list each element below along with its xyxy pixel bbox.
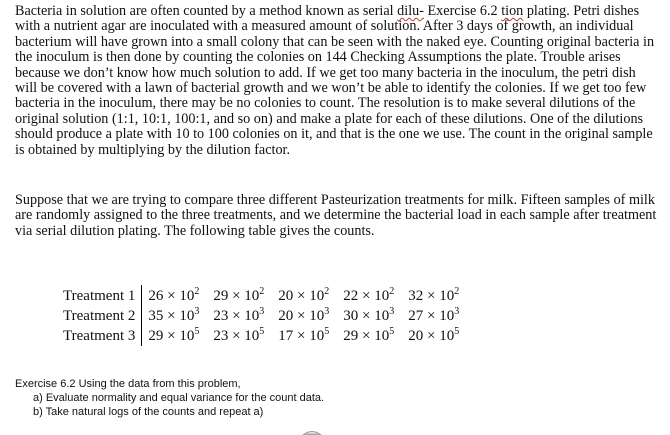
count-cell bbox=[207, 285, 272, 306]
count-cell bbox=[337, 306, 402, 326]
exercise-block bbox=[15, 377, 515, 419]
count-mantissa: 29 × 10 bbox=[343, 328, 390, 344]
count-cell bbox=[272, 306, 337, 326]
table-row bbox=[58, 285, 467, 306]
count-mantissa: 20 × 10 bbox=[278, 308, 325, 324]
count-exponent: 3 bbox=[324, 306, 330, 317]
count-cell bbox=[272, 326, 337, 346]
count-mantissa: 23 × 10 bbox=[213, 328, 260, 344]
counts-table bbox=[58, 285, 467, 346]
spellcheck-word-2: tion bbox=[501, 3, 524, 19]
scroll-thumb-icon[interactable] bbox=[302, 429, 322, 435]
count-mantissa: 29 × 10 bbox=[213, 288, 260, 304]
count-mantissa: 26 × 10 bbox=[148, 288, 195, 304]
count-exponent: 3 bbox=[454, 306, 460, 317]
count-exponent: 2 bbox=[454, 286, 460, 297]
count-exponent: 2 bbox=[324, 286, 330, 297]
spellcheck-word-1: dilu- bbox=[397, 3, 424, 19]
count-mantissa: 23 × 10 bbox=[213, 308, 260, 324]
count-exponent: 3 bbox=[194, 306, 200, 317]
count-exponent: 5 bbox=[259, 326, 265, 337]
count-mantissa: 30 × 10 bbox=[343, 308, 390, 324]
exercise-title: Exercise 6.2 Using the data from this problem, bbox=[15, 378, 241, 390]
count-cell bbox=[272, 285, 337, 306]
treatment-label: Treatment 2 bbox=[58, 306, 142, 326]
treatment-label: Treatment 3 bbox=[58, 326, 142, 346]
count-exponent: 3 bbox=[259, 306, 265, 317]
table-row bbox=[58, 306, 467, 326]
count-mantissa: 27 × 10 bbox=[408, 308, 455, 324]
count-mantissa: 20 × 10 bbox=[408, 328, 455, 344]
count-exponent: 5 bbox=[454, 326, 460, 337]
exercise-item-a: a) Evaluate normality and equal variance for the count data. bbox=[33, 392, 325, 404]
counts-table-body bbox=[58, 285, 467, 346]
exercise-item-b: b) Take natural logs of the counts and repeat a) bbox=[33, 406, 264, 418]
intro-text-part-2: Exercise 6.2 bbox=[423, 3, 502, 19]
intro-text-part-3: plating. Petri dishes with a nutrient agar are inoculated with a measured amount of solution. After 3 days of growth, an individual bacterium will have grown into a small colony that can be seen with the naked eye. Counting original bacteria in the inoculum is then done by counting the colonies on 144 Checking Assumptions the plate. Trouble arises because we don’t know how much solution to add. If we get too many bacteria in the inoculum, the petri dish will be covered with a lawn of bacterial growth and we won’t be able to identify the colonies. If we get too few bacteria in the inoculum, there may be no colonies to count. The resolution is to make several dilutions of the original solution (1:1, 10:1, 100:1, and so on) and make a plate for each of these dilutions. One of the dilutions should produce a plate with 10 to 100 colonies on it, and that is the one we use. The count in the original sample is obtained by multiplying by the dilution factor. bbox=[15, 3, 655, 158]
count-cell bbox=[207, 326, 272, 346]
intro-paragraph bbox=[15, 4, 660, 158]
treatment-label: Treatment 1 bbox=[58, 285, 142, 306]
count-exponent: 5 bbox=[389, 326, 395, 337]
count-cell bbox=[402, 326, 467, 346]
count-mantissa: 32 × 10 bbox=[408, 288, 455, 304]
count-cell bbox=[142, 285, 207, 306]
count-cell bbox=[142, 306, 207, 326]
count-cell bbox=[337, 326, 402, 346]
count-exponent: 2 bbox=[389, 286, 395, 297]
count-cell bbox=[337, 285, 402, 306]
count-cell bbox=[402, 285, 467, 306]
count-exponent: 2 bbox=[259, 286, 265, 297]
table-row bbox=[58, 326, 467, 346]
count-mantissa: 29 × 10 bbox=[148, 328, 195, 344]
count-cell bbox=[402, 306, 467, 326]
count-cell bbox=[207, 306, 272, 326]
count-mantissa: 22 × 10 bbox=[343, 288, 390, 304]
count-exponent: 3 bbox=[389, 306, 395, 317]
count-mantissa: 20 × 10 bbox=[278, 288, 325, 304]
count-cell bbox=[142, 326, 207, 346]
count-mantissa: 17 × 10 bbox=[278, 328, 325, 344]
count-mantissa: 35 × 10 bbox=[148, 308, 195, 324]
intro-text-part-1: Bacteria in solution are often counted by a method known as serial bbox=[15, 3, 398, 19]
count-exponent: 5 bbox=[194, 326, 200, 337]
count-exponent: 2 bbox=[194, 286, 200, 297]
count-exponent: 5 bbox=[324, 326, 330, 337]
setup-paragraph: Suppose that we are trying to compare three different Pasteurization treatments for milk. Fifteen samples of milk are randomly assigned to the three treatments, and we determine the bacterial load in each sample after treatment via serial dilution plating. The following table gives the counts. bbox=[15, 192, 657, 239]
